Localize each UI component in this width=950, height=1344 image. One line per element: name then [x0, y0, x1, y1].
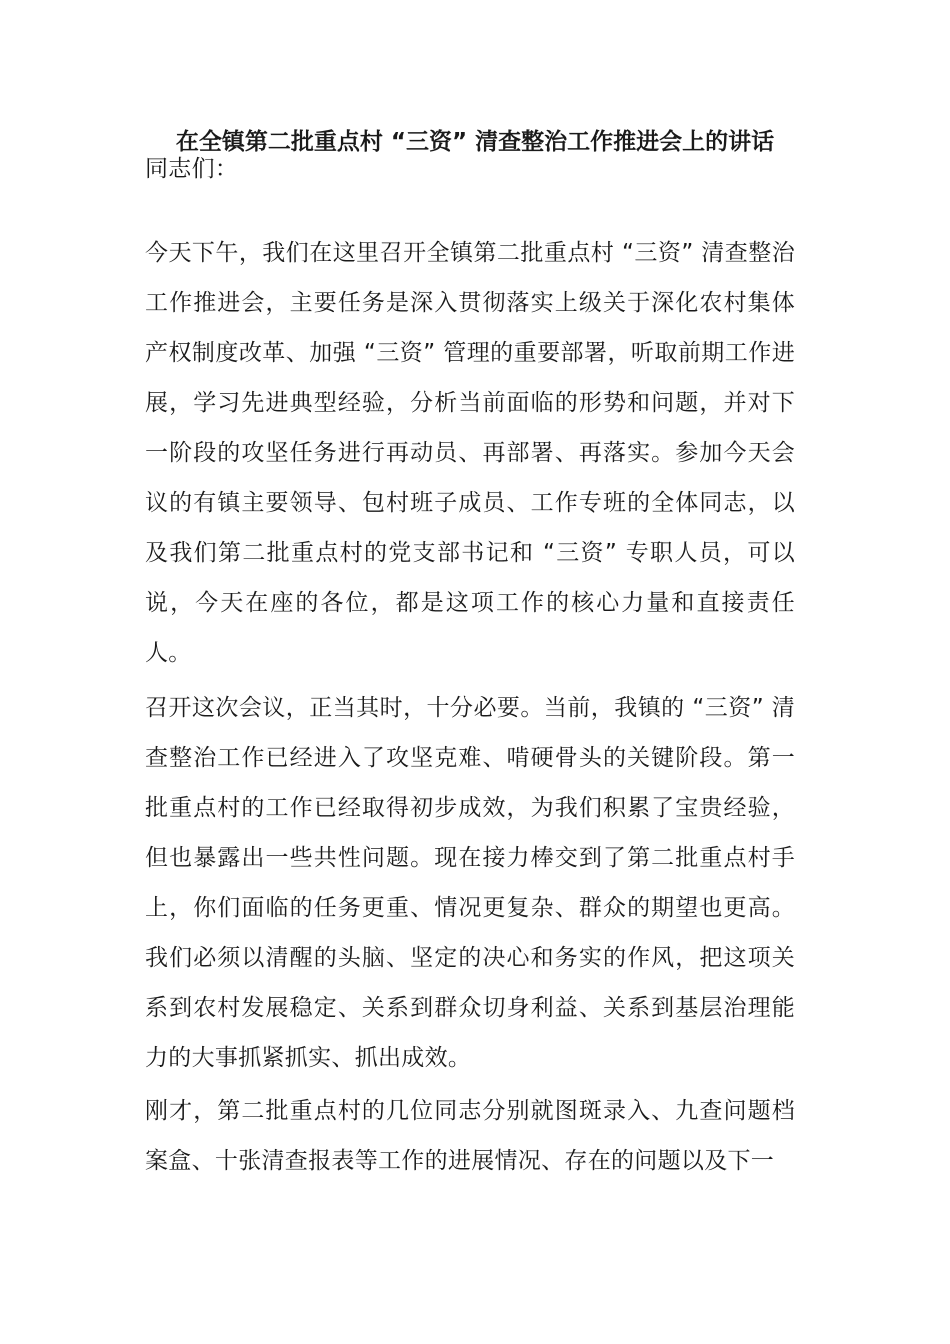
document-title: 在全镇第二批重点村 “三资” 清查整治工作推进会上的讲话 [175, 129, 775, 155]
paragraph-3: 刚才，第二批重点村的几位同志分别就图斑录入、九查问题档案盒、十张清查报表等工作的进展情况、存在的问题以及下一 [145, 1098, 795, 1174]
paragraph-2: 召开这次会议，正当其时，十分必要。当前，我镇的 “三资” 清查整治工作已经进入了攻坚克难、啃硬骨头的关键阶段。第一批重点村的工作已经取得初步成效，为我们积累了宝贵经验，但也暴露出一些共性问题。现在接力棒交到了第二批重点村手上，你们面临的任务更重、情况更复杂、群众的期望也更高。我们必须以清醒的头脑、坚定的决心和务实的作风，把这项关系到农村发展稳定、关系到群众切身利益、关系到基层治理能力的大事抓紧抓实、抓出成效。 [145, 695, 795, 1071]
salutation: 同志们： [145, 156, 239, 182]
paragraph-1: 今天下午，我们在这里召开全镇第二批重点村 “三资” 清查整治工作推进会，主要任务是深入贯彻落实上级关于深化农村集体产权制度改革、加强 “三资” 管理的重要部署，听取前期工作进展，学习先进典型经验，分析当前面临的形势和问题，并对下一阶段的攻坚任务进行再动员、再部署、再落实。参加今天会议的有镇主要领导、包村班子成员、工作专班的全体同志，以及我们第二批重点村的党支部书记和 “三资” 专职人员，可以说，今天在座的各位，都是这项工作的核心力量和直接责任人。 [145, 240, 795, 666]
